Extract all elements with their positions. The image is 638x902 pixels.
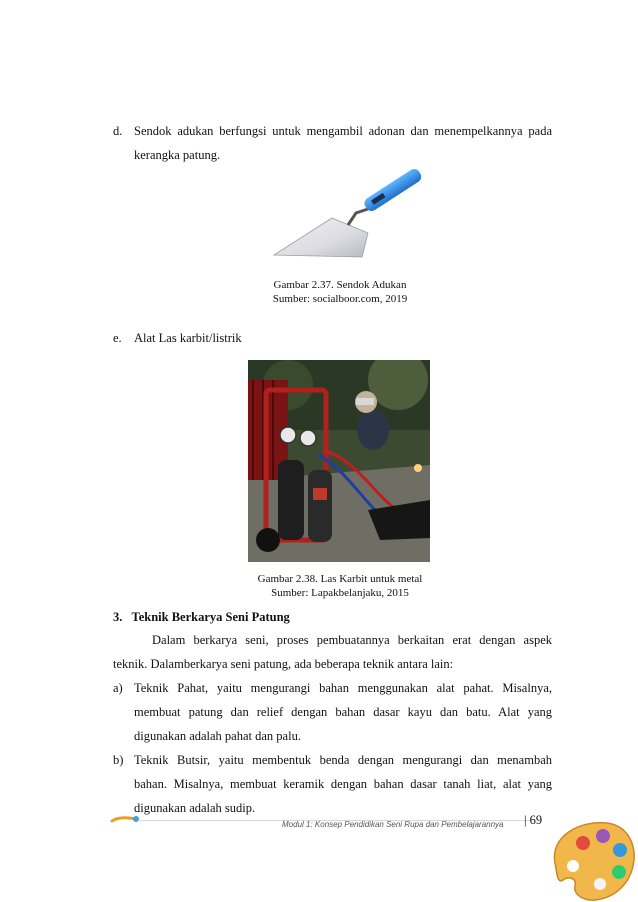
- footer-module-title: Modul 1: Konsep Pendidikan Seni Rupa dan Pembelajarannya: [282, 820, 504, 829]
- item-d-text-line1: Sendok adukan berfungsi untuk mengambil adonan dan menempelkannya pada: [134, 124, 552, 138]
- intro-line1: Dalam berkarya seni, proses pembuatannya berkaitan erat dengan aspek: [152, 633, 552, 647]
- list-b-line3: digunakan adalah sudip.: [134, 801, 256, 815]
- list-b-line2: bahan. Misalnya, membuat keramik dengan bahan dasar tanah liat, alat yang: [134, 777, 552, 791]
- section-heading: 3. Teknik Berkarya Seni Patung: [113, 610, 290, 624]
- item-d-marker: d.: [113, 124, 123, 138]
- list-a-line2: membuat patung dan relief dengan bahan dasar kayu dan batu. Alat yang: [134, 705, 552, 719]
- brush-icon: [110, 813, 140, 825]
- list-b-marker: b): [113, 753, 124, 767]
- figure-2-37-source: Sumber: socialboor.com, 2019: [272, 293, 408, 305]
- trowel-image: [270, 163, 430, 263]
- intro-line2: teknik. Dalamberkarya seni patung, ada beberapa teknik antara lain:: [113, 657, 454, 671]
- page-number: | 69: [524, 813, 543, 827]
- list-b-line1: Teknik Butsir, yaitu membentuk benda dengan mengurangi dan menambah: [134, 753, 552, 767]
- figure-2-38-caption: Gambar 2.38. Las Karbit untuk metal: [257, 573, 423, 585]
- list-a-line1: Teknik Pahat, yaitu mengurangi bahan menggunakan alat pahat. Misalnya,: [134, 681, 552, 695]
- paint-palette-icon: [545, 818, 638, 902]
- figure-2-38-source: Sumber: Lapakbelanjaku, 2015: [271, 587, 409, 599]
- list-a-line3: digunakan adalah pahat dan palu.: [134, 729, 301, 743]
- welding-equipment-image: [248, 360, 430, 562]
- item-d-text-line2: kerangka patung.: [134, 148, 221, 162]
- item-e-text: Alat Las karbit/listrik: [134, 331, 242, 345]
- figure-2-37-caption: Gambar 2.37. Sendok Adukan: [273, 279, 407, 291]
- item-e-marker: e.: [113, 331, 122, 345]
- list-a-marker: a): [113, 681, 123, 695]
